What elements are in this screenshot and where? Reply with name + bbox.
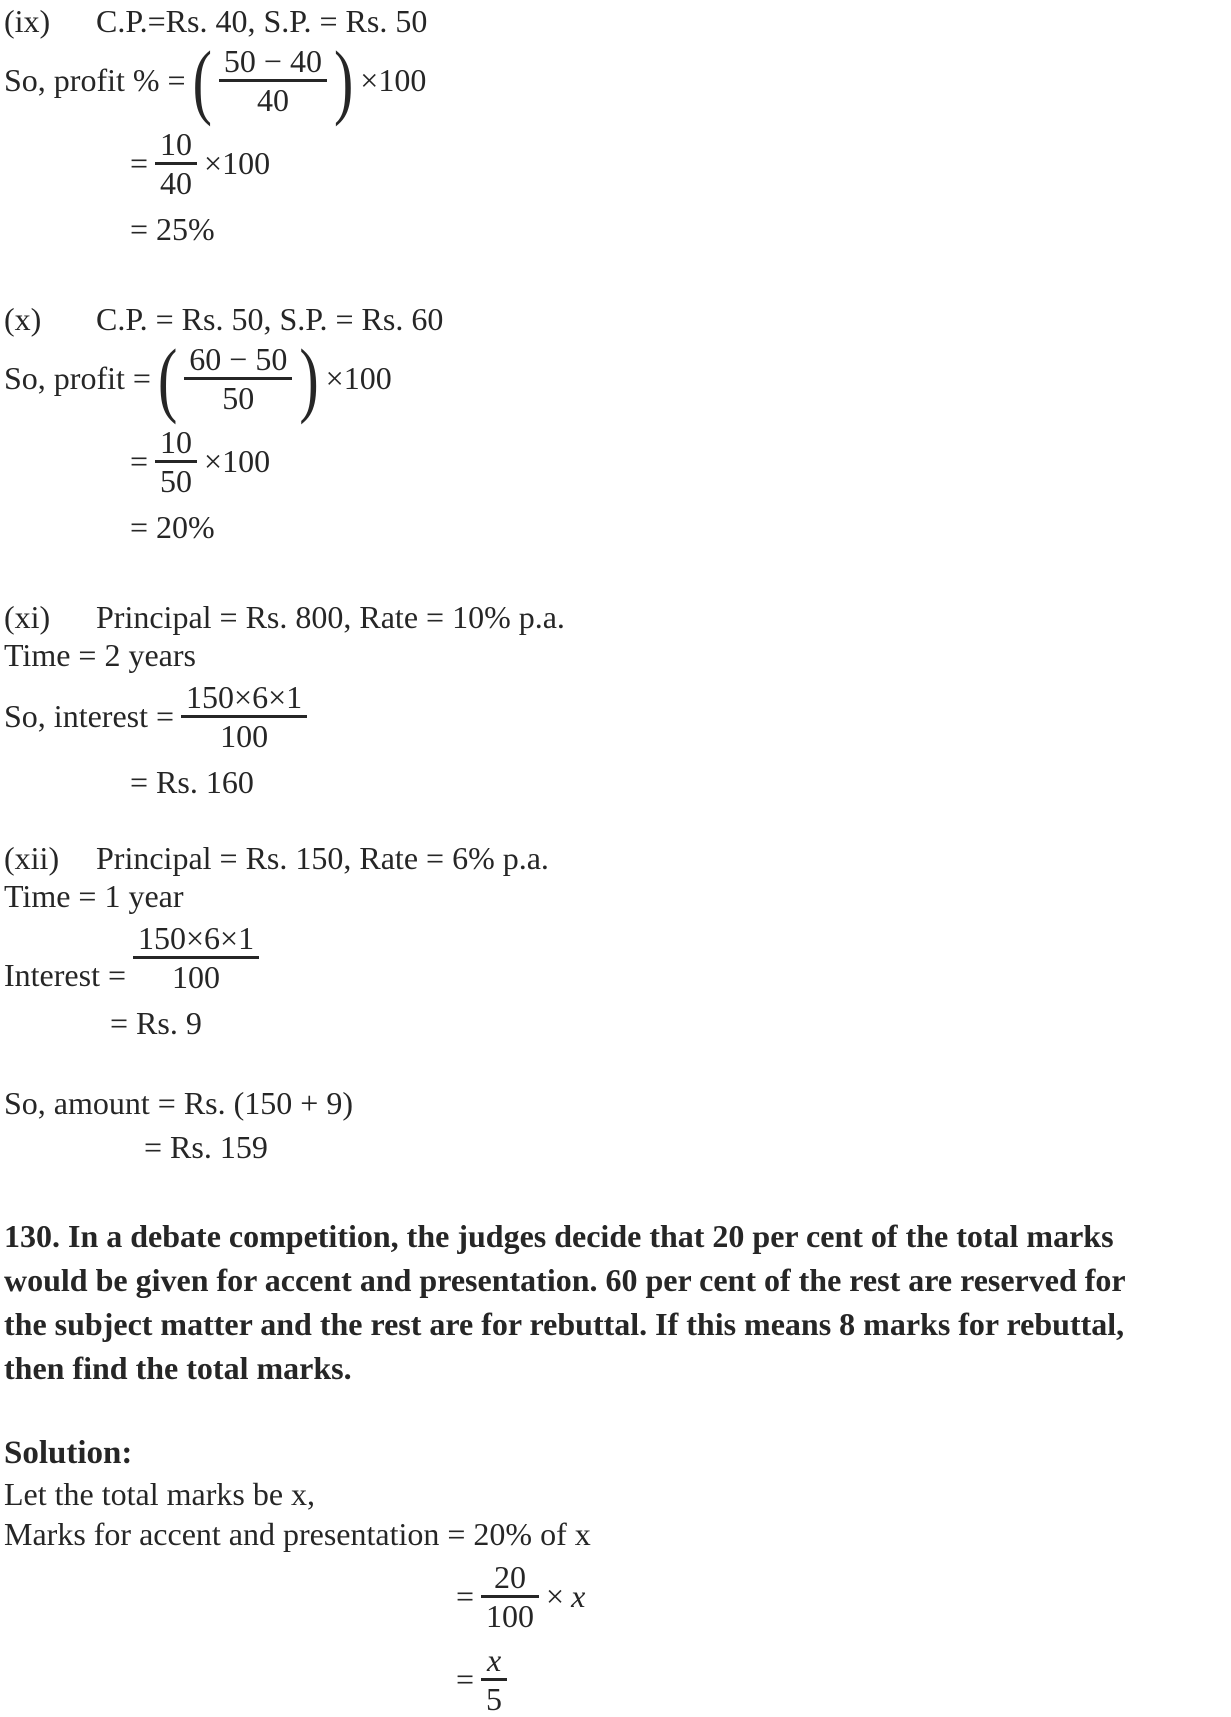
result-text: = Rs. 9 (110, 1005, 202, 1041)
equation-lhs: So, profit = (4, 360, 151, 396)
times-factor: ×100 (204, 145, 271, 181)
fraction-denominator: 100 (486, 1598, 535, 1634)
part-xii (4, 839, 1231, 1042)
part-xi (4, 598, 1231, 801)
solution-heading: Solution: (4, 1435, 133, 1471)
times-factor: ×100 (360, 62, 427, 98)
equation-step (456, 1560, 1231, 1633)
equation-lhs: So, profit % = (4, 62, 186, 98)
equals-sign: = (130, 443, 149, 479)
times-sign: × (546, 1578, 565, 1614)
result-text: = Rs. 160 (130, 764, 254, 800)
equation-step (130, 127, 1231, 200)
fraction (184, 342, 292, 415)
amount-block (4, 1084, 1231, 1166)
part-head (4, 2, 1231, 40)
fraction-denominator: 100 (220, 718, 269, 754)
part-label: (xi) (4, 599, 51, 635)
question-130: 130. In a debate competition, the judges decide that 20 per cent of the total marks would be given for accent and presentation. 60 per cent of the rest are reserved for the subject matter and the rest are for rebuttal. If this means 8 marks for rebuttal, then find the total marks. (4, 1218, 1126, 1386)
time-line: Time = 2 years (4, 637, 196, 673)
part-head (4, 598, 1231, 636)
equation-step (456, 1643, 1231, 1716)
given-text: Principal = Rs. 150, Rate = 6% p.a. (96, 840, 549, 876)
part-label: (x) (4, 301, 42, 337)
fraction-denominator: 100 (172, 959, 221, 995)
fraction-numerator: 150×6×1 (181, 680, 307, 718)
equation-lhs: So, interest = (4, 698, 175, 734)
amount-result: = Rs. 159 (144, 1129, 268, 1165)
result-text: = 20% (130, 509, 215, 545)
equation-row (4, 330, 1231, 425)
fraction-denominator: 5 (486, 1681, 503, 1717)
part-ix (4, 2, 1231, 248)
fraction-denominator: 40 (160, 165, 193, 201)
open-paren: ( (157, 330, 178, 425)
fraction (481, 1560, 539, 1633)
given-text: C.P. = Rs. 50, S.P. = Rs. 60 (96, 301, 444, 337)
solution-block (4, 1432, 1231, 1716)
close-paren: ) (299, 330, 319, 425)
fraction (155, 425, 197, 498)
fraction-numerator: 10 (155, 127, 197, 165)
equals-sign: = (456, 1578, 475, 1614)
fraction-numerator: 20 (481, 1560, 539, 1598)
fraction (481, 1643, 507, 1716)
result-text: = 25% (130, 211, 215, 247)
solution-line: Marks for accent and presentation = 20% of x (4, 1516, 591, 1552)
equals-sign: = (456, 1661, 475, 1697)
part-label: (ix) (4, 3, 51, 39)
fraction-numerator: 150×6×1 (133, 921, 259, 959)
fraction-denominator: 50 (222, 380, 255, 416)
fraction-numerator: 60 − 50 (184, 342, 292, 380)
fraction-numerator: x (481, 1643, 507, 1681)
open-paren: ( (192, 32, 212, 127)
fraction (155, 127, 197, 200)
fraction (133, 921, 259, 994)
close-paren: ) (333, 32, 354, 127)
given-text: Principal = Rs. 800, Rate = 10% p.a. (96, 599, 565, 635)
part-x (4, 300, 1231, 546)
solution-line: Let the total marks be x, (4, 1476, 316, 1512)
fraction-denominator: 50 (160, 463, 193, 499)
fraction (219, 44, 327, 117)
equation-row (4, 680, 1231, 753)
equation-row (4, 921, 1231, 994)
equation-lhs: Interest = (4, 957, 126, 993)
equals-sign: = (130, 145, 149, 181)
equation-row (4, 32, 1231, 127)
variable-x: x (571, 1578, 586, 1614)
fraction (181, 680, 307, 753)
time-line: Time = 1 year (4, 878, 184, 914)
fraction-numerator: 10 (155, 425, 197, 463)
fraction-numerator: 50 − 40 (219, 44, 327, 82)
equation-step (130, 425, 1231, 498)
fraction-denominator: 40 (256, 82, 289, 118)
amount-line: So, amount = Rs. (150 + 9) (4, 1085, 353, 1121)
times-factor: ×100 (204, 443, 271, 479)
part-head (4, 300, 1231, 338)
times-factor: ×100 (325, 360, 392, 396)
part-label: (xii) (4, 840, 60, 876)
given-text: C.P.=Rs. 40, S.P. = Rs. 50 (96, 3, 428, 39)
part-head (4, 839, 1231, 877)
